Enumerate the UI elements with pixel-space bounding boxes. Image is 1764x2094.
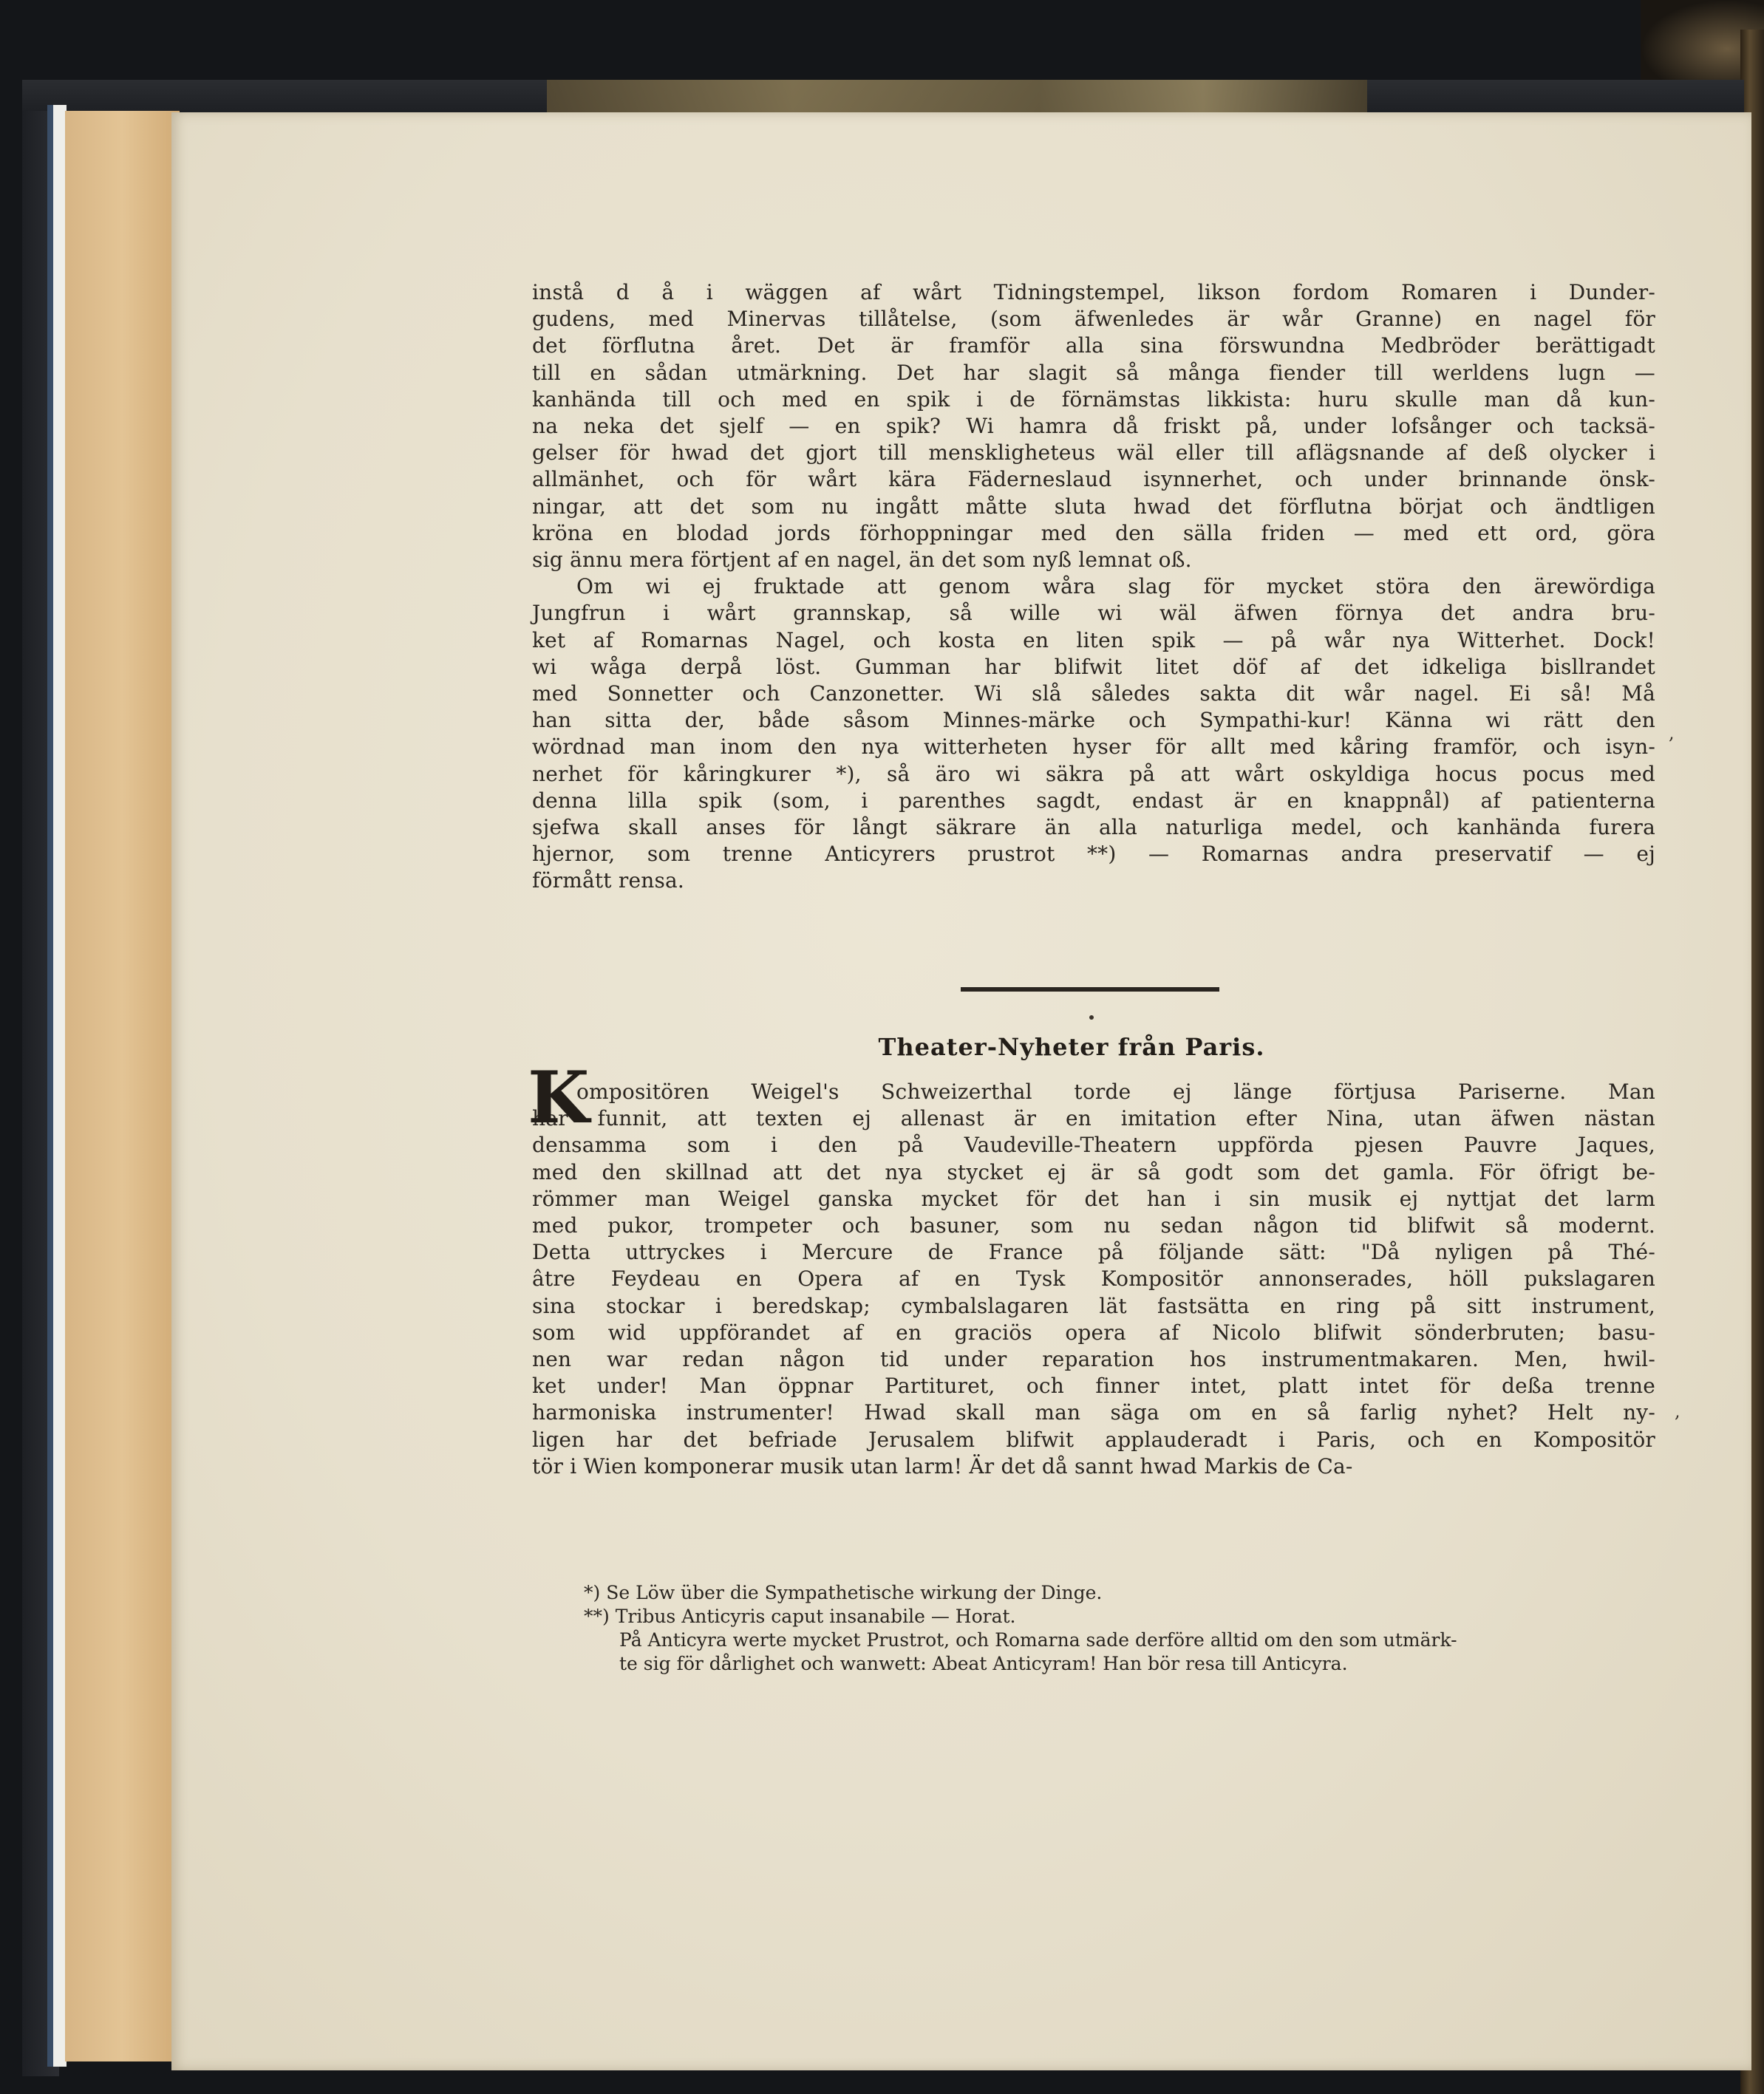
footnote-continuation xyxy=(584,1629,1648,1676)
cover-edge-band xyxy=(547,80,1367,115)
text-block-top xyxy=(532,279,1655,895)
footnote-line: *) Se Löw über die Sympathetische wirkung der Dinge. xyxy=(584,1582,1103,1603)
first-line-text: ompositören Weigel's Schweizerthal torde ej länge förtjusa Pariserne. Man xyxy=(576,1080,1655,1104)
text-line: âtre Feydeau en Opera af en Tysk Kompositör annonserades, höll pukslagaren xyxy=(532,1266,1655,1292)
text-line: harmoniska instrumenter! Hwad skall man säga om en så farlig nyhet? Helt ny- xyxy=(532,1400,1655,1425)
footnote-line: På Anticyra werte mycket Prustrot, och Romarna sade derföre alltid om den som utmärk- xyxy=(619,1629,1457,1651)
text-line: allmänhet, och för wårt kära Fäderneslaud isynnerhet, och under brinnande önsk- xyxy=(532,467,1655,492)
page-edge-strip xyxy=(65,111,180,2061)
text-line: kröna en blodad jords förhoppningar med den sälla friden — med ett ord, göra xyxy=(532,520,1655,545)
footnote-list xyxy=(584,1581,1648,1629)
text-line: Om wi ej fruktade att genom wåra slag för mycket störa den ärewördiga xyxy=(576,574,1655,599)
paragraph-witterhet xyxy=(532,573,1655,894)
text-line: instå d å i wäggen af wårt Tidningstempel, likson fordom Romaren i Dunder- xyxy=(532,280,1655,304)
text-line: Detta uttryckes i Mercure de France på följande sätt: "Då nyligen på Thé- xyxy=(532,1240,1655,1265)
text-line: nerhet för kåringkurer *), så äro wi säkra på att wårt oskyldiga hocus pocus med xyxy=(532,761,1655,786)
text-line: sjefwa skall anses för långt säkrare än alla naturliga medel, och kanhända furera xyxy=(532,815,1655,840)
text-line: med den skillnad att det nya stycket ej är så godt som det gamla. För öfrigt be- xyxy=(532,1159,1655,1184)
text-line: na neka det sjelf — en spik? Wi hamra då friskt på, under lofsånger och tacksä- xyxy=(532,414,1655,439)
text-line: det förflutna året. Det är framför alla sina förswundna Medbröder berättigadt xyxy=(532,333,1655,358)
text-line: tör i Wien komponerar musik utan larm! Är det då sannt hwad Markis de Ca- xyxy=(532,1453,1353,1479)
text-line: denna lilla spik (som, i parenthes sagdt, endast är en knappnål) af patienterna xyxy=(532,788,1655,813)
text-line: sig ännu mera förtjent af en nagel, än det som nyß lemnat oß. xyxy=(532,548,1192,573)
text-line: römmer man Weigel ganska mycket för det han i sin musik ej nyttjat det larm xyxy=(532,1186,1655,1211)
text-line: ningar, att det som nu ingått måtte sluta hwad det förflutna börjat och ändtligen xyxy=(532,494,1655,519)
text-line: kanhända till och med en spik i de förnämstas likkista: huru skulle man då kun- xyxy=(532,386,1655,412)
text-line: förmått rensa. xyxy=(532,868,685,893)
margin-mark: , xyxy=(1669,723,1675,743)
text-line: han sitta der, både såsom Minnes-märke och Sympathi-kur! Känna wi rätt den xyxy=(532,708,1655,733)
text-line: gelser för hwad det gjort till menskligheteus wäl eller till aflägsnande af deß olycker i xyxy=(532,440,1655,465)
text-line: till en sådan utmärkning. Det har slagit så många fiender till werldens lugn — xyxy=(532,360,1655,385)
text-line: wi wåga derpå löst. Gumman har blifwit litet döf af det idkeliga bisllrandet xyxy=(532,654,1655,679)
text-line: ket af Romarnas Nagel, och kosta en liten spik — på wår nya Witterhet. Dock! xyxy=(532,627,1655,652)
section-divider xyxy=(961,987,1219,992)
footnote-line: **) Tribus Anticyris caput insanabile — Horat. xyxy=(584,1606,1016,1627)
text-line: Jungfrun i wårt grannskap, så wille wi wäl äfwen förnya det andra bru- xyxy=(532,601,1655,626)
text-line: wördnad man inom den nya witterheten hyser för allt med kåring framför, och isyn- xyxy=(532,734,1655,760)
footnotes xyxy=(584,1581,1648,1676)
text-line: har funnit, att texten ej allenast är en imitation efter Nina, utan äfwen nästan xyxy=(532,1106,1655,1131)
section-heading: Theater-Nyheter från Paris. xyxy=(878,1033,1265,1061)
cover-edge-strip xyxy=(47,105,53,2067)
paragraph-theater xyxy=(532,1105,1655,1480)
paragraph-nagel xyxy=(532,279,1655,573)
text-line: densamma som i den på Vaudeville-Theatern uppförda pjesen Pauvre Jaques, xyxy=(532,1133,1655,1158)
text-line: ligen har det befriade Jerusalem blifwit applauderadt i Paris, och en Kompositör xyxy=(532,1427,1655,1452)
text-line: med Sonnetter och Canzonetter. Wi slå således sakta dit wår nagel. Ei så! Må xyxy=(532,681,1655,706)
text-line: nen war redan någon tid under reparation hos instrumentmakaren. Men, hwil- xyxy=(532,1347,1655,1372)
divider-mark xyxy=(1089,1015,1094,1020)
text-line: hjernor, som trenne Anticyrers prustrot **) — Romarnas andra preservatif — ej xyxy=(532,842,1655,867)
drop-cap: K xyxy=(528,1056,590,1139)
text-line: med pukor, trompeter och basuner, som nu sedan någon tid blifwit så modernt. xyxy=(532,1213,1655,1238)
text-line: som wid uppförandet af en graciös opera af Nicolo blifwit sönderbruten; basu- xyxy=(532,1320,1655,1345)
footnote-line: te sig för dårlighet och wanwett: Abeat Anticyram! Han bör resa till Anticyra. xyxy=(619,1653,1348,1674)
text-line: sina stockar i beredskap; cymbalslagaren lät fastsätta en ring på sitt instrument, xyxy=(532,1293,1655,1318)
text-block-theater xyxy=(528,1056,1655,1480)
margin-mark: , xyxy=(1675,1401,1680,1422)
text-line: gudens, med Minervas tillåtelse, (som äfwenledes är wår Granne) en nagel för xyxy=(532,307,1655,332)
text-line: ket under! Man öppnar Partituret, och finner intet, platt intet för deßa trenne xyxy=(532,1374,1655,1399)
